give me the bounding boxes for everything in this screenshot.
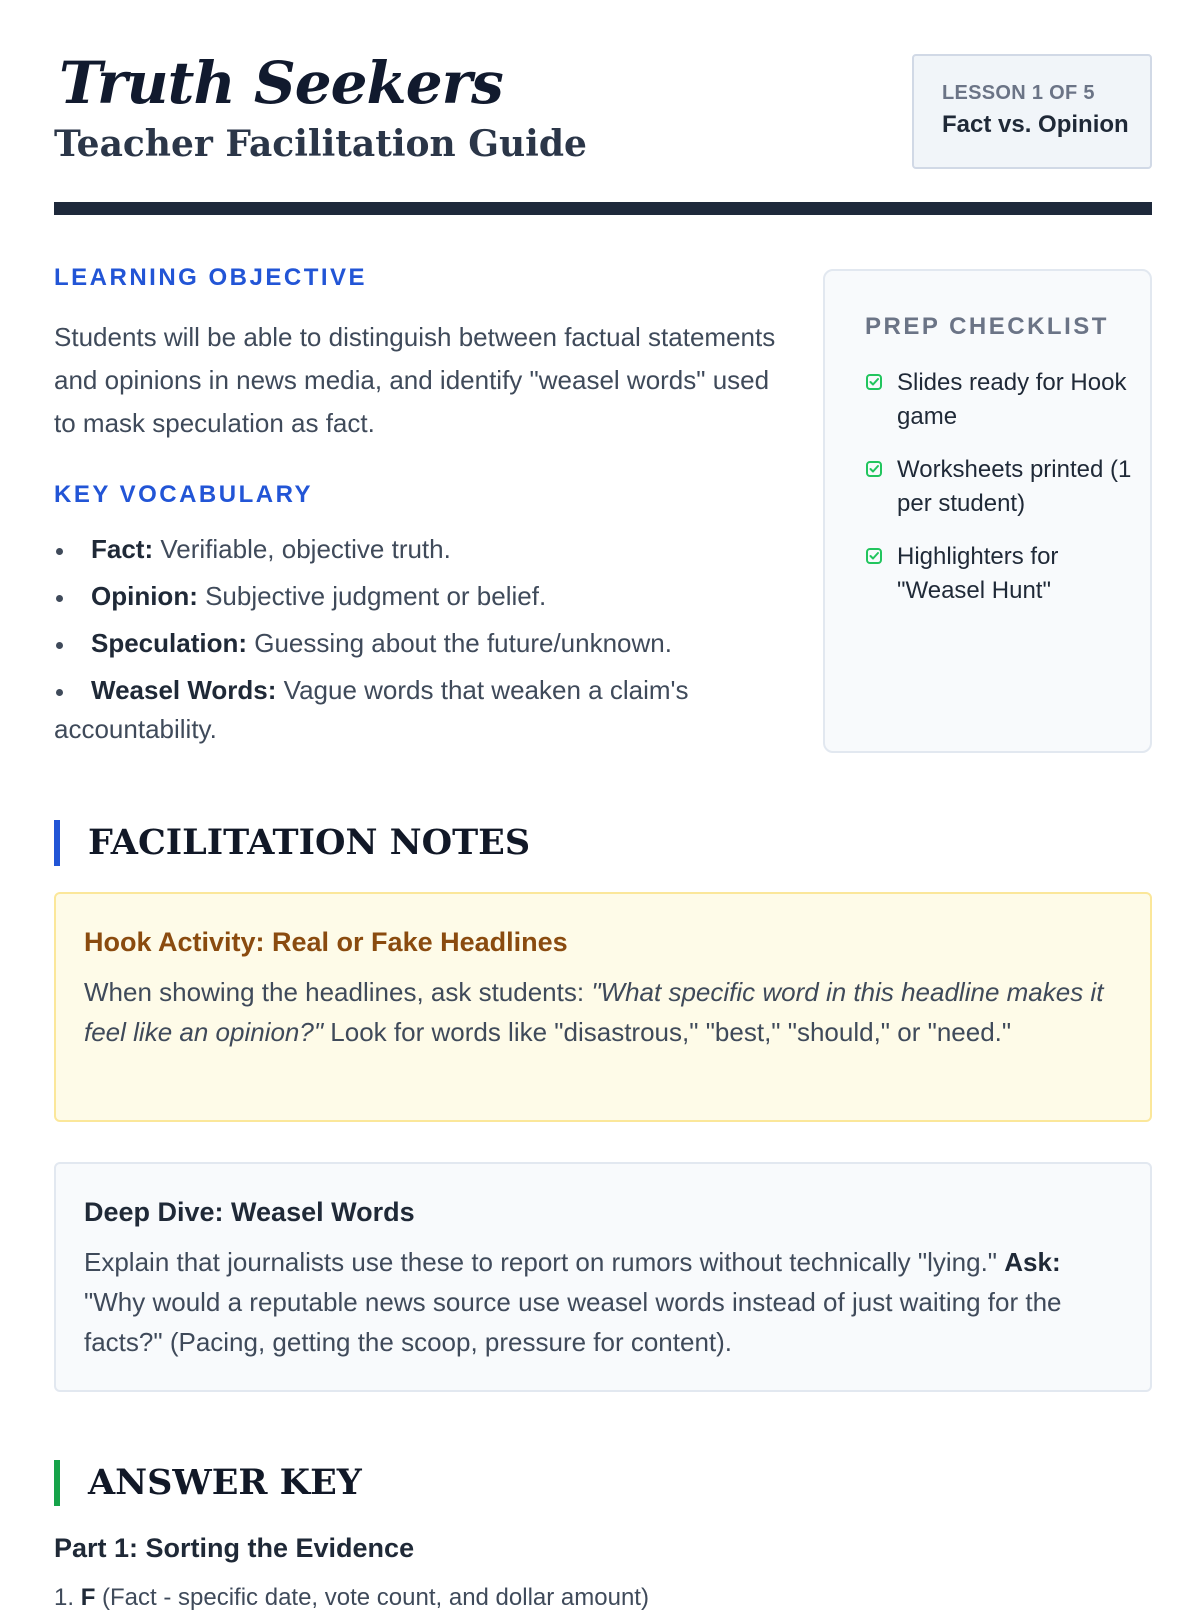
vocab-definition: Subjective judgment or belief.	[197, 581, 547, 611]
deep-dive-explanation: Explain that journalists use these to report on rumors without technically "lying."	[84, 1247, 1005, 1277]
key-vocabulary-label: KEY VOCABULARY	[54, 481, 314, 508]
checklist-item	[865, 540, 1135, 608]
vocab-definition: Guessing about the future/unknown.	[247, 628, 672, 658]
hook-text-outro: Look for words like "disastrous," "best," "should," or "need."	[323, 1017, 1012, 1047]
facilitation-notes-heading	[54, 820, 754, 866]
brand-title: Truth Seekers	[59, 49, 503, 117]
deep-dive-title: Deep Dive: Weasel Words	[84, 1197, 415, 1227]
vocab-item-speculation	[54, 624, 794, 663]
hook-question: "What specific word in this headline makes it feel like an opinion?"	[84, 977, 1104, 1047]
ask-question: "Why would a reputable news source use weasel words instead of just waiting for the facts?" (Pacing, getting the scoop, pressure for content).	[84, 1287, 1062, 1357]
part-1-title: Part 1: Sorting the Evidence	[54, 1533, 415, 1563]
hook-activity-title: Hook Activity: Real or Fake Headlines	[84, 927, 568, 957]
ask-label: Ask:	[1004, 1247, 1061, 1277]
hook-activity-callout	[54, 892, 1152, 1122]
vocabulary-list	[54, 530, 794, 757]
checklist-item	[865, 366, 1135, 434]
checklist-item-label: Worksheets printed (1 per student)	[897, 456, 1132, 517]
vocab-term: Weasel Words:	[91, 675, 277, 705]
vocab-item-opinion	[54, 577, 794, 616]
answer-number: 1.	[54, 1584, 75, 1611]
vocab-definition: Verifiable, objective truth.	[153, 534, 451, 564]
prep-checklist-list	[865, 366, 1135, 627]
lesson-topic: Fact vs. Opinion	[942, 111, 1129, 138]
answer-item	[54, 1584, 649, 1612]
facilitation-notes-title: FACILITATION NOTES	[88, 822, 531, 863]
hook-text-intro: When showing the headlines, ask students:	[84, 977, 592, 1007]
lesson-count: LESSON 1 OF 5	[942, 82, 1095, 104]
prep-checklist-title: PREP CHECKLIST	[865, 313, 1109, 340]
answer-explanation: (Fact - specific date, vote count, and dollar amount)	[95, 1584, 649, 1611]
answer-key-heading	[54, 1460, 754, 1506]
check-square-icon	[865, 547, 883, 565]
hook-activity-text	[84, 972, 1122, 1052]
checklist-item-label: Slides ready for Hook game	[897, 369, 1127, 430]
answer-value: F	[80, 1584, 96, 1611]
vocab-item-fact	[54, 530, 794, 569]
deep-dive-callout	[54, 1162, 1152, 1392]
page-title: Teacher Facilitation Guide	[54, 123, 587, 165]
prep-checklist-card	[823, 269, 1152, 753]
check-square-icon	[865, 460, 883, 478]
vocab-term: Opinion:	[91, 581, 198, 611]
learning-objective-label: LEARNING OBJECTIVE	[54, 264, 368, 291]
checklist-item-label: Highlighters for "Weasel Hunt"	[897, 543, 1059, 604]
answer-key-title: ANSWER KEY	[88, 1462, 362, 1503]
header-divider	[54, 202, 1152, 215]
vocab-item-weasel-words	[54, 671, 794, 749]
checklist-item	[865, 453, 1135, 521]
vocab-definition: Vague words that weaken a claim's accountability.	[54, 675, 689, 744]
learning-objective-text: Students will be able to distinguish between factual statements and opinions in news media, and identify "weasel words" used to mask speculation as fact.	[54, 322, 776, 438]
lesson-badge	[912, 54, 1152, 169]
vocab-term: Fact:	[91, 534, 154, 564]
vocab-term: Speculation:	[91, 628, 248, 658]
check-square-icon	[865, 373, 883, 391]
deep-dive-text	[84, 1242, 1122, 1362]
